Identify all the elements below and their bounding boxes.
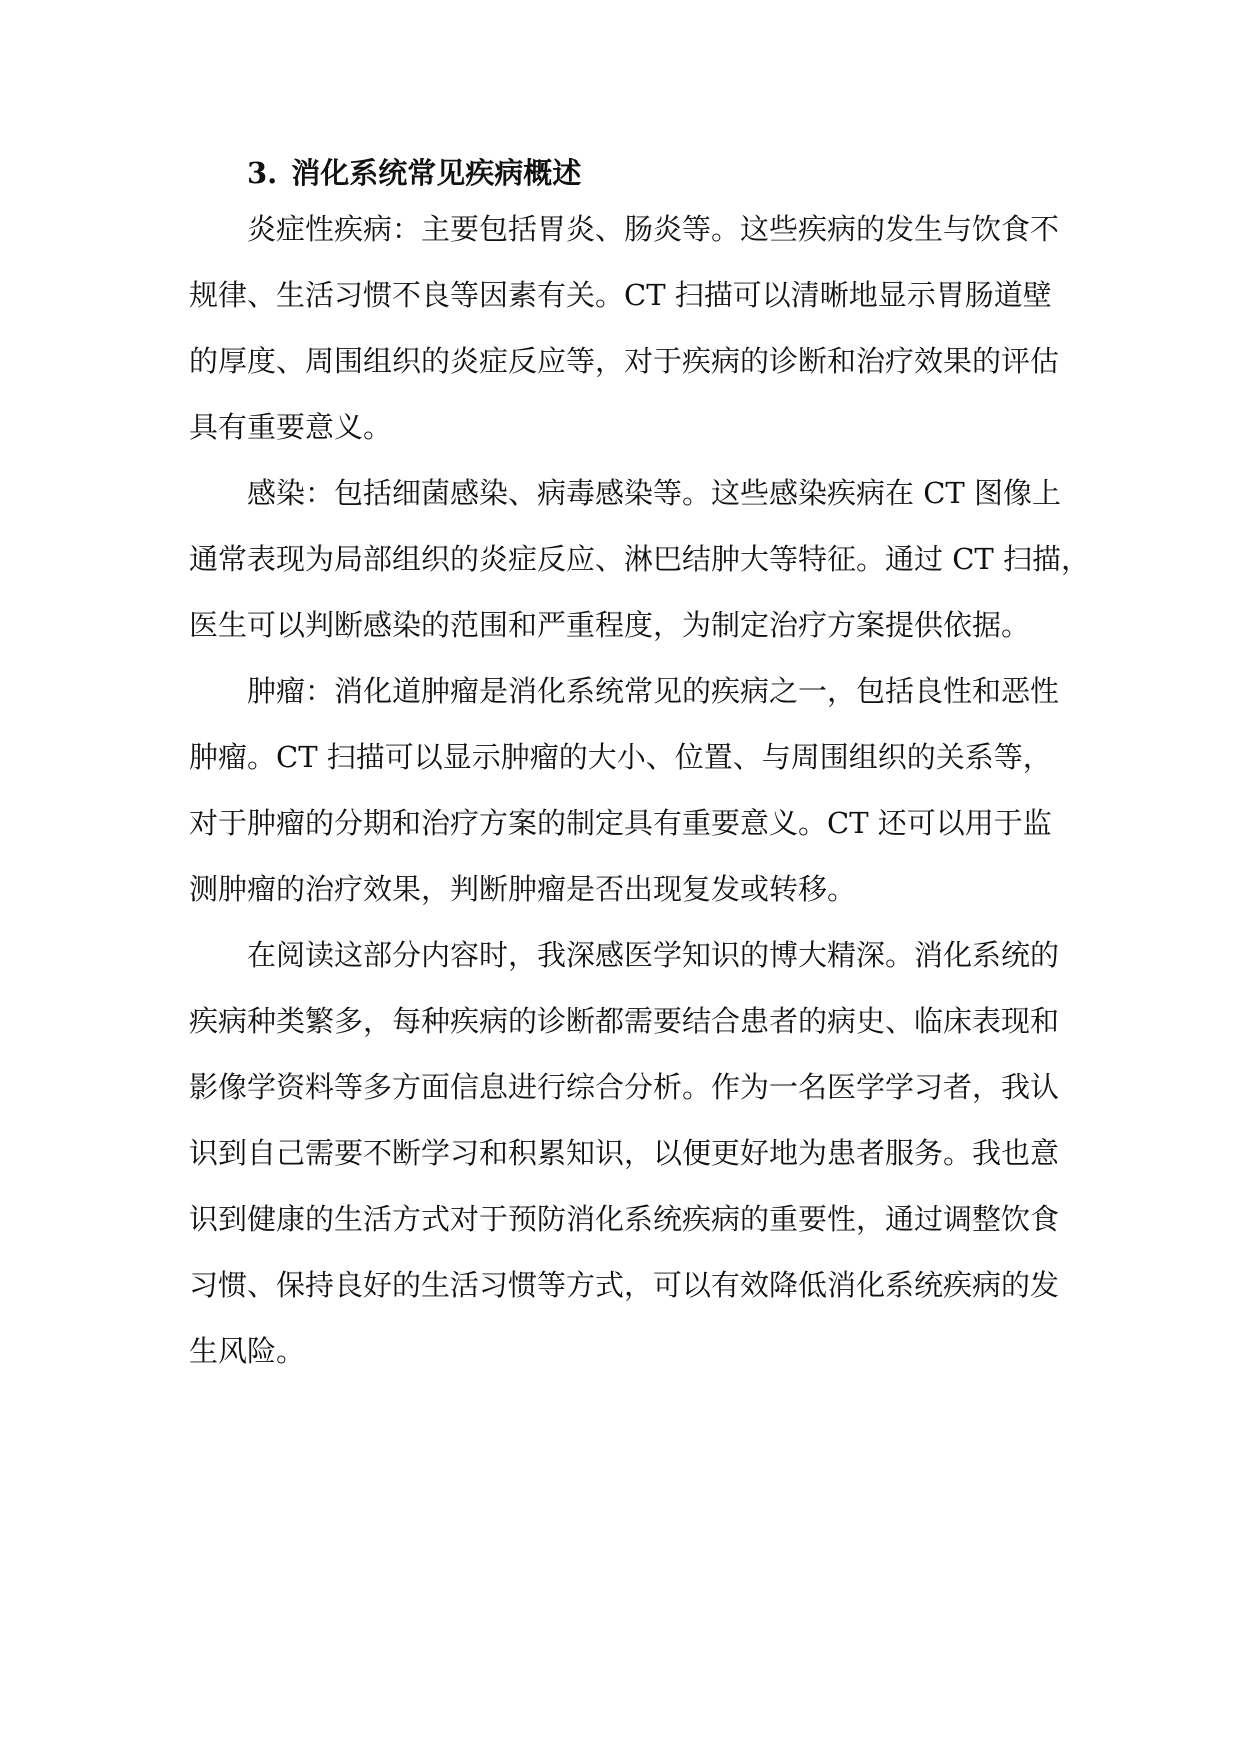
section-number: 3. <box>247 156 278 190</box>
paragraph-inflammation-line: 炎症性疾病：主要包括胃炎、肠炎等。这些疾病的发生与饮食不 <box>247 212 1060 246</box>
section-heading <box>247 152 581 194</box>
paragraph-inflammation-line: 具有重要意义。 <box>189 410 393 444</box>
paragraph-inflammation-line: 的厚度、周围组织的炎症反应等，对于疾病的诊断和治疗效果的评估 <box>189 344 1060 378</box>
paragraph-reflection-line: 生风险。 <box>189 1334 306 1368</box>
paragraph-reflection-line: 识到健康的生活方式对于预防消化系统疾病的重要性，通过调整饮食 <box>189 1202 1060 1236</box>
paragraph-reflection-line: 习惯、保持良好的生活习惯等方式，可以有效降低消化系统疾病的发 <box>189 1268 1060 1302</box>
paragraph-infection-line: 医生可以判断感染的范围和严重程度，为制定治疗方案提供依据。 <box>189 608 1031 642</box>
paragraph-tumor-line: 对于肿瘤的分期和治疗方案的制定具有重要意义。CT 还可以用于监 <box>189 806 1052 840</box>
paragraph-tumor-line: 测肿瘤的治疗效果，判断肿瘤是否出现复发或转移。 <box>189 872 857 906</box>
paragraph-tumor-line: 肿瘤：消化道肿瘤是消化系统常见的疾病之一，包括良性和恶性 <box>247 674 1060 708</box>
section-title: 消化系统常见疾病概述 <box>291 156 582 190</box>
paragraph-reflection-line: 疾病种类繁多，每种疾病的诊断都需要结合患者的病史、临床表现和 <box>189 1004 1060 1038</box>
paragraph-reflection-line: 识到自己需要不断学习和积累知识，以便更好地为患者服务。我也意 <box>189 1136 1060 1170</box>
paragraph-reflection-line: 在阅读这部分内容时，我深感医学知识的博大精深。消化系统的 <box>247 938 1060 972</box>
paragraph-reflection-line: 影像学资料等多方面信息进行综合分析。作为一名医学学习者，我认 <box>189 1070 1060 1104</box>
paragraph-inflammation-line: 规律、生活习惯不良等因素有关。CT 扫描可以清晰地显示胃肠道壁 <box>189 278 1052 312</box>
paragraph-infection-line: 感染：包括细菌感染、病毒感染等。这些感染疾病在 CT 图像上 <box>247 476 1061 510</box>
paragraph-infection-line: 通常表现为局部组织的炎症反应、淋巴结肿大等特征。通过 CT 扫描， <box>189 542 1090 576</box>
paragraph-tumor-line: 肿瘤。CT 扫描可以显示肿瘤的大小、位置、与周围组织的关系等， <box>189 740 1052 774</box>
